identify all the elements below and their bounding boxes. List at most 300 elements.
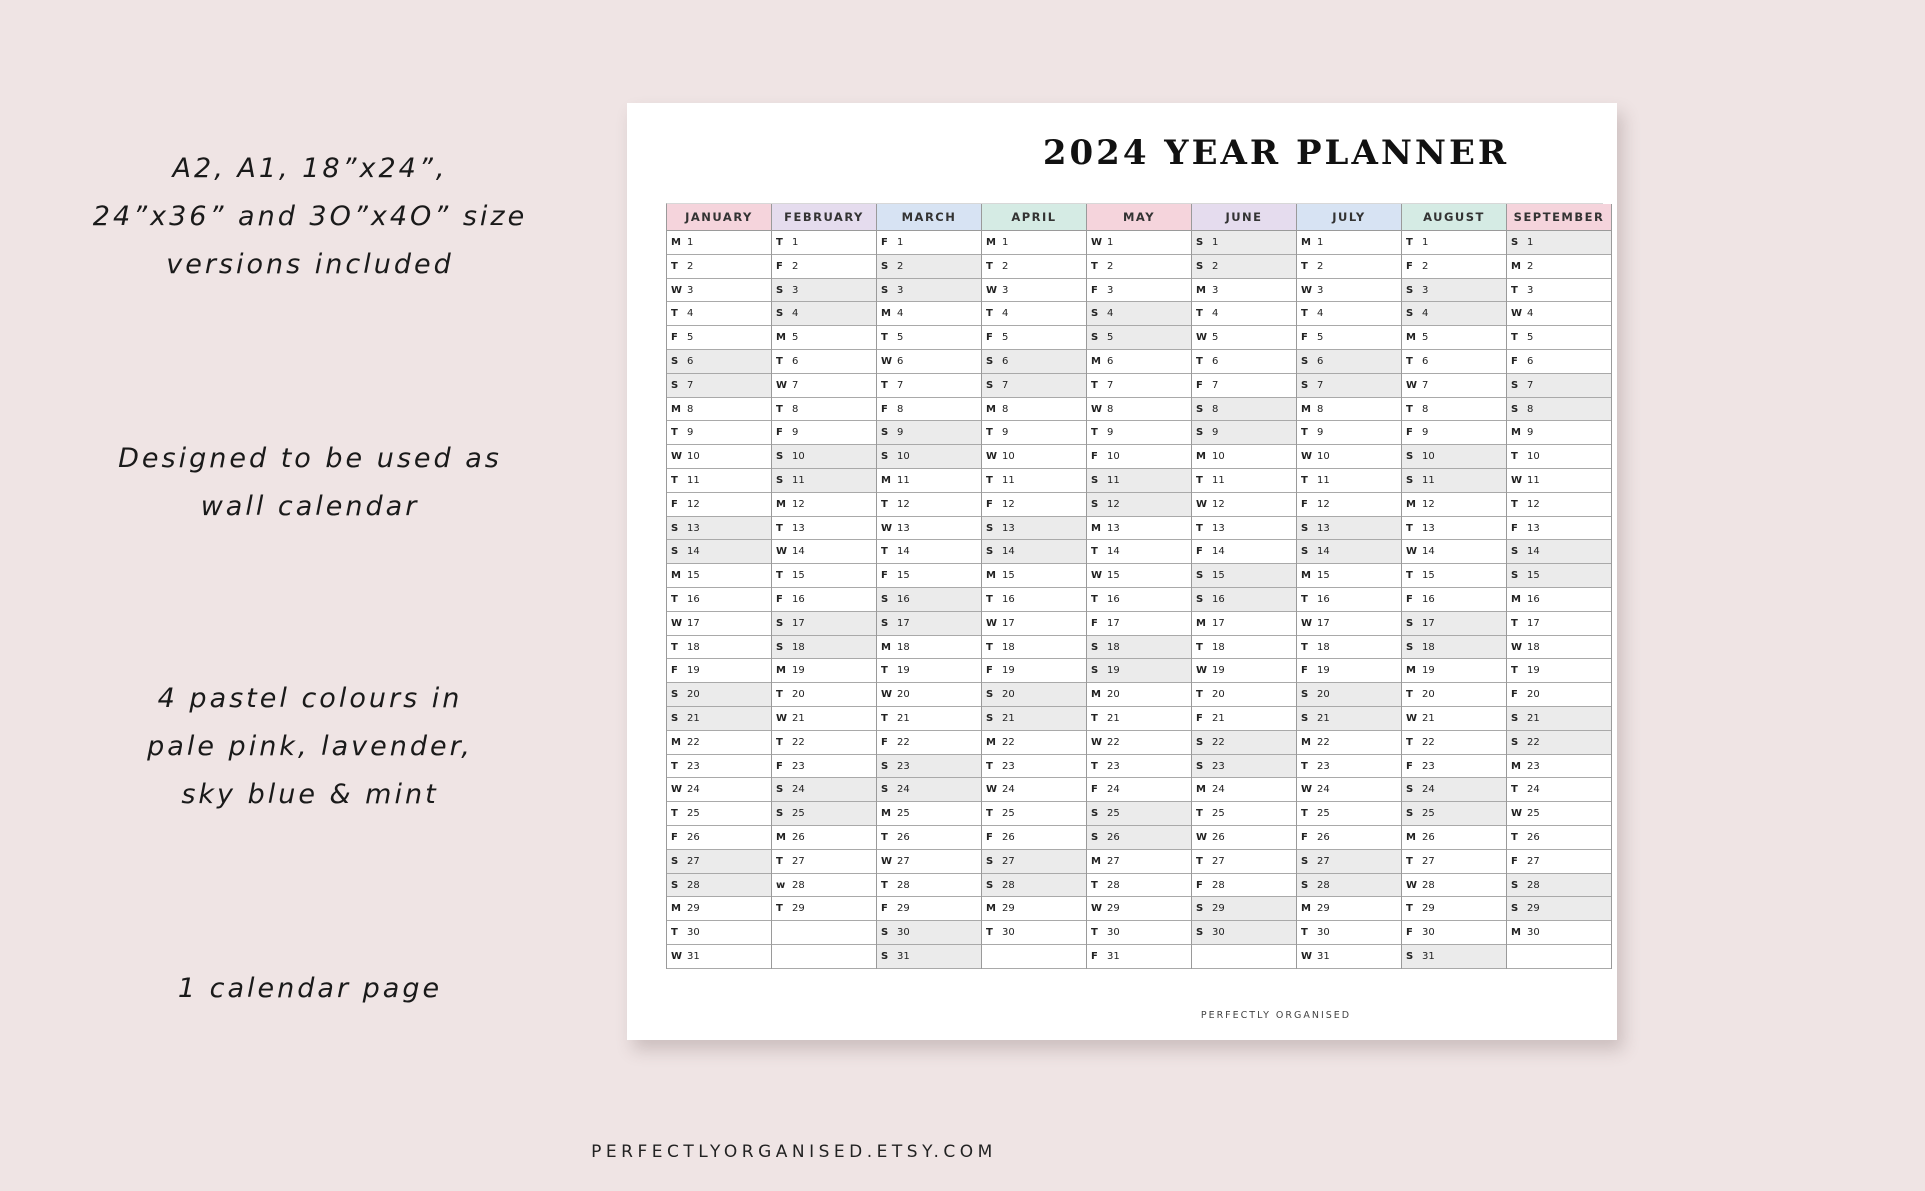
day-cell — [982, 707, 1086, 731]
weekday-letter: T — [1301, 808, 1308, 820]
weekday-letter: T — [1406, 689, 1413, 701]
day-number: 9 — [792, 427, 799, 439]
day-number: 2 — [1317, 260, 1324, 272]
day-number: 30 — [1317, 927, 1330, 939]
weekday-letter: T — [1196, 689, 1203, 701]
day-cell — [667, 874, 771, 898]
day-number: 3 — [897, 284, 904, 296]
weekday-letter: S — [776, 617, 784, 629]
weekday-letter: M — [671, 237, 681, 248]
day-number: 16 — [687, 593, 700, 605]
weekday-letter: M — [776, 332, 786, 344]
day-number: 10 — [1212, 451, 1225, 463]
day-number: 30 — [1107, 927, 1120, 939]
day-number: 10 — [1527, 451, 1540, 463]
weekday-letter: M — [1301, 403, 1311, 415]
weekday-letter: F — [1196, 379, 1203, 391]
weekday-letter: w — [776, 879, 786, 891]
weekday-letter: T — [1301, 427, 1308, 439]
day-cell — [667, 302, 771, 326]
day-number: 6 — [792, 355, 799, 367]
day-number: 21 — [1422, 712, 1435, 724]
day-cell — [667, 707, 771, 731]
weekday-letter: W — [1511, 474, 1523, 486]
day-cell — [877, 279, 981, 303]
day-number: 24 — [1107, 784, 1120, 796]
day-cell — [772, 302, 876, 326]
day-cell — [1087, 778, 1191, 802]
day-cell — [1087, 921, 1191, 945]
weekday-letter: S — [1301, 712, 1309, 724]
day-number: 13 — [1107, 522, 1120, 534]
weekday-letter: T — [1196, 474, 1203, 486]
day-cell — [1402, 636, 1506, 660]
weekday-letter: S — [776, 308, 784, 320]
weekday-letter: T — [1091, 260, 1098, 272]
feature-line: Designed to be used as — [118, 443, 502, 474]
day-cell — [877, 850, 981, 874]
day-number: 11 — [1422, 474, 1435, 486]
day-cell — [877, 302, 981, 326]
day-number: 3 — [792, 284, 799, 296]
weekday-letter: M — [1091, 689, 1101, 701]
day-number: 19 — [1002, 665, 1015, 677]
day-number: 29 — [1212, 903, 1225, 915]
weekday-letter: M — [986, 403, 996, 415]
day-number: 26 — [687, 831, 700, 843]
day-cell — [877, 564, 981, 588]
day-number: 19 — [1212, 665, 1225, 677]
day-cell — [1192, 326, 1296, 350]
day-number: 19 — [1527, 665, 1540, 677]
day-number: 26 — [1527, 831, 1540, 843]
weekday-letter: T — [776, 403, 783, 415]
day-number: 2 — [792, 260, 799, 272]
day-number: 3 — [687, 284, 694, 296]
day-cell — [1192, 302, 1296, 326]
day-cell — [772, 802, 876, 826]
weekday-letter: S — [1196, 927, 1204, 939]
day-number: 8 — [1422, 403, 1429, 415]
weekday-letter: S — [1196, 903, 1204, 915]
day-number: 22 — [687, 736, 700, 748]
day-number: 29 — [1107, 903, 1120, 915]
day-number: 1 — [897, 237, 904, 248]
day-number: 23 — [1107, 760, 1120, 772]
day-cell — [1192, 636, 1296, 660]
weekday-letter: F — [776, 260, 783, 272]
day-cell — [667, 540, 771, 564]
day-cell — [1402, 469, 1506, 493]
day-cell — [1402, 612, 1506, 636]
weekday-letter: T — [986, 927, 993, 939]
day-cell — [982, 398, 1086, 422]
day-cell — [772, 945, 876, 969]
weekday-letter: M — [776, 831, 786, 843]
day-number: 18 — [1107, 641, 1120, 653]
weekday-letter: T — [1406, 237, 1413, 248]
weekday-letter: W — [1301, 950, 1313, 962]
day-number: 14 — [1527, 546, 1540, 558]
weekday-letter: M — [671, 570, 681, 582]
weekday-letter: T — [1301, 308, 1308, 320]
day-number: 11 — [1212, 474, 1225, 486]
day-cell — [772, 755, 876, 779]
weekday-letter: T — [671, 927, 678, 939]
day-cell — [982, 421, 1086, 445]
day-number: 22 — [1107, 736, 1120, 748]
day-cell — [772, 659, 876, 683]
weekday-letter: W — [776, 712, 788, 724]
weekday-letter: S — [1091, 831, 1099, 843]
weekday-letter: S — [986, 689, 994, 701]
day-number: 18 — [1317, 641, 1330, 653]
weekday-letter: M — [881, 808, 891, 820]
day-number: 3 — [1212, 284, 1219, 296]
day-number: 14 — [897, 546, 910, 558]
day-number: 20 — [897, 689, 910, 701]
day-number: 26 — [1002, 831, 1015, 843]
day-cell — [1192, 755, 1296, 779]
weekday-letter: S — [776, 641, 784, 653]
feature-line: versions included — [166, 249, 454, 280]
weekday-letter: T — [776, 736, 783, 748]
day-number: 27 — [1317, 855, 1330, 867]
day-number: 30 — [1212, 927, 1225, 939]
month-header: AUGUST — [1402, 204, 1506, 231]
day-cell — [1087, 802, 1191, 826]
day-cell — [1402, 540, 1506, 564]
day-cell — [1192, 279, 1296, 303]
day-cell — [1297, 778, 1401, 802]
weekday-letter: M — [1406, 498, 1416, 510]
day-cell — [1192, 826, 1296, 850]
month-column-march — [877, 204, 982, 969]
day-number: 1 — [1107, 237, 1114, 248]
day-cell — [1402, 659, 1506, 683]
weekday-letter: S — [1406, 784, 1414, 796]
day-number: 21 — [792, 712, 805, 724]
weekday-letter: W — [1196, 665, 1208, 677]
day-cell — [982, 588, 1086, 612]
weekday-letter: S — [1406, 950, 1414, 962]
day-number: 14 — [1107, 546, 1120, 558]
day-cell — [1192, 707, 1296, 731]
weekday-letter: T — [1196, 522, 1203, 534]
day-cell — [1087, 517, 1191, 541]
day-number: 4 — [1317, 308, 1324, 320]
weekday-letter: T — [1091, 379, 1098, 391]
weekday-letter: M — [671, 403, 681, 415]
day-cell — [1087, 564, 1191, 588]
day-number: 13 — [792, 522, 805, 534]
day-number: 25 — [1002, 808, 1015, 820]
day-cell — [877, 469, 981, 493]
weekday-letter: T — [1406, 355, 1413, 367]
weekday-letter: F — [1091, 784, 1098, 796]
weekday-letter: T — [1511, 451, 1518, 463]
day-number: 17 — [1002, 617, 1015, 629]
day-number: 22 — [792, 736, 805, 748]
day-number: 21 — [1527, 712, 1540, 724]
day-cell — [667, 469, 771, 493]
weekday-letter: T — [1091, 879, 1098, 891]
day-cell — [1192, 493, 1296, 517]
day-number: 25 — [1317, 808, 1330, 820]
day-number: 20 — [1527, 689, 1540, 701]
weekday-letter: T — [1406, 736, 1413, 748]
weekday-letter: T — [776, 522, 783, 534]
day-number: 29 — [897, 903, 910, 915]
day-cell — [772, 564, 876, 588]
weekday-letter: T — [1196, 855, 1203, 867]
day-number: 5 — [1107, 332, 1114, 344]
day-number: 14 — [1212, 546, 1225, 558]
day-cell — [1087, 659, 1191, 683]
day-cell — [1087, 255, 1191, 279]
day-number: 12 — [1002, 498, 1015, 510]
weekday-letter: F — [1511, 855, 1518, 867]
day-cell — [1507, 540, 1611, 564]
day-number: 17 — [1212, 617, 1225, 629]
day-cell — [1507, 874, 1611, 898]
day-cell — [1402, 231, 1506, 255]
weekday-letter: T — [1406, 522, 1413, 534]
day-cell — [772, 374, 876, 398]
day-number: 30 — [687, 927, 700, 939]
weekday-letter: S — [1301, 855, 1309, 867]
day-cell — [982, 874, 1086, 898]
weekday-letter: T — [1196, 355, 1203, 367]
weekday-letter: W — [986, 284, 998, 296]
day-cell — [877, 517, 981, 541]
weekday-letter: S — [776, 808, 784, 820]
day-number: 17 — [792, 617, 805, 629]
day-cell — [1297, 279, 1401, 303]
weekday-letter: T — [776, 570, 783, 582]
day-number: 17 — [687, 617, 700, 629]
day-cell — [1507, 421, 1611, 445]
day-cell — [877, 874, 981, 898]
day-cell — [1402, 731, 1506, 755]
day-number: 7 — [1527, 379, 1534, 391]
day-cell — [982, 897, 1086, 921]
day-cell — [1297, 469, 1401, 493]
weekday-letter: W — [1406, 879, 1418, 891]
day-number: 18 — [687, 641, 700, 653]
day-number: 4 — [687, 308, 694, 320]
day-cell — [1402, 493, 1506, 517]
day-number: 24 — [897, 784, 910, 796]
day-cell — [1297, 826, 1401, 850]
shop-url: PERFECTLYORGANISED.ETSY.COM — [591, 1142, 997, 1162]
day-cell — [1402, 374, 1506, 398]
day-number: 16 — [1107, 593, 1120, 605]
weekday-letter: M — [1511, 593, 1521, 605]
day-cell — [982, 231, 1086, 255]
weekday-letter: T — [1301, 593, 1308, 605]
weekday-letter: W — [1196, 831, 1208, 843]
day-cell — [1402, 683, 1506, 707]
day-cell — [1192, 850, 1296, 874]
weekday-letter: F — [986, 332, 993, 344]
weekday-letter: S — [1406, 641, 1414, 653]
weekday-letter: T — [776, 237, 783, 248]
day-cell — [667, 612, 771, 636]
day-number: 15 — [792, 570, 805, 582]
weekday-letter: W — [1091, 570, 1103, 582]
weekday-letter: M — [1511, 760, 1521, 772]
day-cell — [877, 588, 981, 612]
day-number: 16 — [1527, 593, 1540, 605]
weekday-letter: T — [881, 546, 888, 558]
weekday-letter: S — [986, 546, 994, 558]
day-number: 27 — [1527, 855, 1540, 867]
day-number: 27 — [1212, 855, 1225, 867]
day-cell — [982, 826, 1086, 850]
day-cell — [1507, 778, 1611, 802]
day-cell — [1297, 874, 1401, 898]
month-column-january — [667, 204, 772, 969]
day-cell — [1507, 326, 1611, 350]
weekday-letter: F — [1091, 617, 1098, 629]
day-number: 26 — [1422, 831, 1435, 843]
weekday-letter: M — [986, 736, 996, 748]
day-cell — [1087, 707, 1191, 731]
feature-line: 24”x36” and 3O”x4O” size — [92, 201, 528, 232]
weekday-letter: F — [776, 593, 783, 605]
day-cell — [667, 279, 771, 303]
weekday-letter: M — [986, 903, 996, 915]
day-cell — [877, 326, 981, 350]
day-cell — [1402, 445, 1506, 469]
weekday-letter: W — [986, 617, 998, 629]
day-number: 12 — [897, 498, 910, 510]
day-cell — [1402, 588, 1506, 612]
day-number: 24 — [687, 784, 700, 796]
day-number: 4 — [1527, 308, 1534, 320]
weekday-letter: F — [1301, 831, 1308, 843]
day-cell — [1507, 350, 1611, 374]
day-number: 23 — [1527, 760, 1540, 772]
weekday-letter: S — [881, 451, 889, 463]
day-number: 6 — [687, 355, 694, 367]
day-number: 24 — [1317, 784, 1330, 796]
day-number: 31 — [1107, 950, 1120, 962]
day-number: 7 — [792, 379, 799, 391]
day-cell — [877, 707, 981, 731]
day-cell — [1192, 469, 1296, 493]
weekday-letter: T — [1196, 641, 1203, 653]
day-cell — [877, 421, 981, 445]
day-cell — [1507, 445, 1611, 469]
month-header: JUNE — [1192, 204, 1296, 231]
day-cell — [772, 517, 876, 541]
day-number: 15 — [1422, 570, 1435, 582]
day-cell — [1297, 493, 1401, 517]
weekday-letter: S — [1511, 570, 1519, 582]
day-cell — [982, 279, 1086, 303]
day-cell — [667, 683, 771, 707]
day-cell — [1507, 493, 1611, 517]
weekday-letter: S — [776, 474, 784, 486]
day-cell — [667, 636, 771, 660]
weekday-letter: W — [671, 950, 683, 962]
day-number: 2 — [687, 260, 694, 272]
day-cell — [667, 755, 771, 779]
day-cell — [1297, 707, 1401, 731]
weekday-letter: F — [671, 831, 678, 843]
day-cell — [982, 326, 1086, 350]
weekday-letter: M — [1511, 427, 1521, 439]
weekday-letter: S — [986, 355, 994, 367]
day-number: 22 — [1422, 736, 1435, 748]
weekday-letter: T — [1511, 332, 1518, 344]
weekday-letter: S — [881, 760, 889, 772]
day-cell — [772, 255, 876, 279]
day-cell — [1402, 517, 1506, 541]
day-cell — [1297, 231, 1401, 255]
day-cell — [1402, 279, 1506, 303]
day-cell — [667, 326, 771, 350]
day-number: 6 — [1107, 355, 1114, 367]
day-number: 4 — [1002, 308, 1009, 320]
day-cell — [772, 874, 876, 898]
day-cell — [1402, 350, 1506, 374]
feature-usage — [0, 435, 620, 531]
day-cell — [667, 945, 771, 969]
day-cell — [1192, 398, 1296, 422]
day-number: 17 — [1107, 617, 1120, 629]
day-cell — [1087, 683, 1191, 707]
weekday-letter: W — [671, 451, 683, 463]
feature-line: A2, A1, 18”x24”, — [172, 153, 448, 184]
day-cell — [1087, 326, 1191, 350]
day-number: 5 — [1527, 332, 1534, 344]
day-number: 25 — [1212, 808, 1225, 820]
day-number: 23 — [897, 760, 910, 772]
weekday-letter: S — [881, 784, 889, 796]
day-number: 5 — [1317, 332, 1324, 344]
weekday-letter: T — [1301, 641, 1308, 653]
weekday-letter: W — [1406, 379, 1418, 391]
day-cell — [982, 731, 1086, 755]
weekday-letter: T — [986, 427, 993, 439]
day-cell — [1507, 398, 1611, 422]
day-cell — [667, 517, 771, 541]
day-number: 30 — [1422, 927, 1435, 939]
day-cell — [772, 683, 876, 707]
day-number: 8 — [897, 403, 904, 415]
weekday-letter: F — [1511, 355, 1518, 367]
weekday-letter: S — [671, 546, 679, 558]
day-cell — [1402, 802, 1506, 826]
day-number: 25 — [1527, 808, 1540, 820]
day-cell — [877, 921, 981, 945]
weekday-letter: F — [986, 498, 993, 510]
weekday-letter: T — [1196, 808, 1203, 820]
day-number: 20 — [1107, 689, 1120, 701]
day-number: 19 — [687, 665, 700, 677]
day-number: 3 — [1107, 284, 1114, 296]
day-number: 24 — [1212, 784, 1225, 796]
day-number: 3 — [1317, 284, 1324, 296]
day-cell — [1507, 731, 1611, 755]
day-cell — [1297, 350, 1401, 374]
weekday-letter: S — [671, 712, 679, 724]
day-cell — [667, 398, 771, 422]
weekday-letter: T — [1511, 617, 1518, 629]
